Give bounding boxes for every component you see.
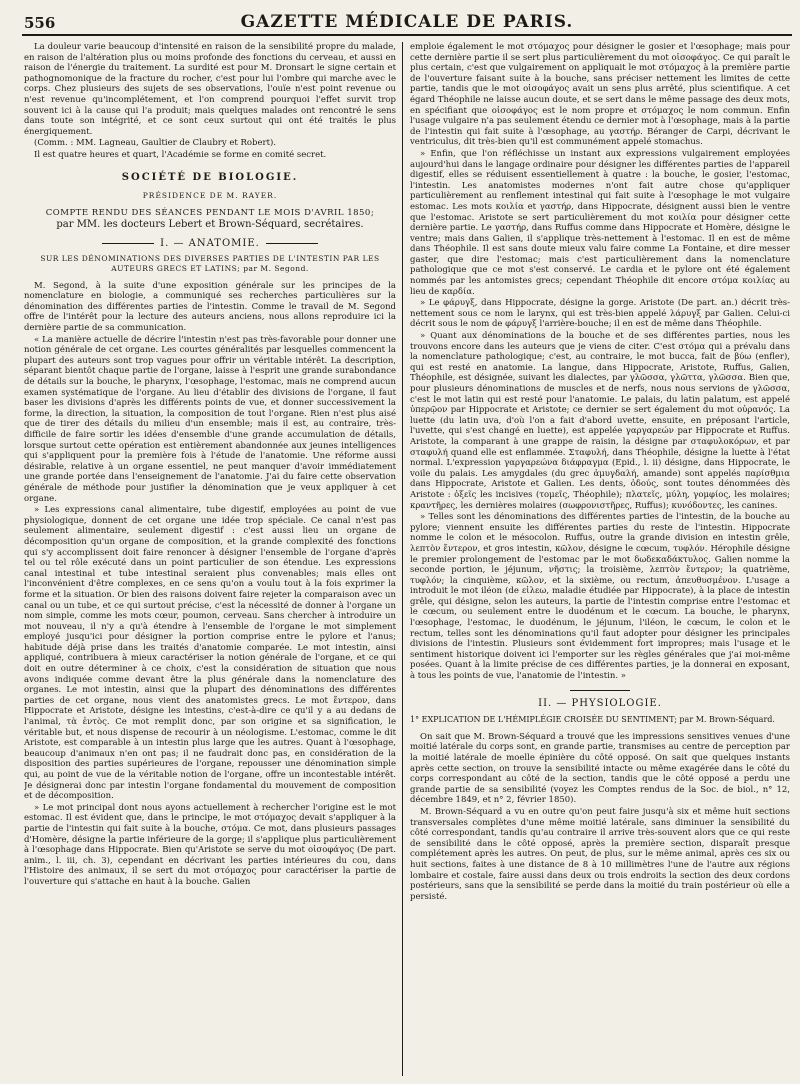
body-paragraph: « La manière actuelle de décrire l'intestin n'est pas très-favorable pour donner une notion générale de cet organe. Les courtes généralités par lesquelles commencent la plupart des auteurs sont trop vagues pour offrir un véritable intérêt. La description, séparant bientôt chaque partie de l'organe, laisse à l'esprit une grande surabondance de détails sur la bouche, le pharynx, l'œsophage, l'estomac, mais ne comprend aucun examen systématique de l'organe. Au lieu d'établir des divisions de l'organe, il faut baser les divisions d'après les différents points de vue, et donner successivement la forme, la direction, la situation, la composition de tout l'organe. Rien n'est plus aisé que de tirer des détails du milieu d'un ensemble; mais il est, au contraire, très-difficile de faire sortir les idées d'ensemble d'une grande accumulation de détails, lorsque surtout cette opération est entièrement abandonnée aux jeunes intelligences qui s'appliquent pour la première fois à l'étude de l'anatomie. Une réforme aussi désirable, relative à un organe essentiel, ne peut manquer d'avoir immédiatement une grande portée dans l'enseignement de l'anatomie. J'ai du faire cette observation générale de méthode pour justifier la dénomination que je veux appliquer à cet organe.	[24, 334, 396, 504]
body-paragraph: La douleur varie beaucoup d'intensité en raison de la sensibilité propre du malade, en raison de l'altération plus ou moins profonde des fonctions du cerveau, et aussi en raison de l'énergie du traitement. La surdité est pour M. Dronsart le signe certain et pathognomonique de la fracture du rocher, c'est pour lui l'ombre qui marche avec le corps. Chez plusieurs des sujets de ses observations, l'ouïe n'est point revenue ou n'est revenue qu'incomplétement, et l'on comprend pourquoi l'effet survit trop souvent ici à la cause qui l'a produit; mais quelques malades ont rencontré le sens dans toute son intégrité, et ce sont ceux surtout qui ont été traités le plus énergiquement.	[24, 42, 396, 137]
left-column	[24, 42, 396, 1078]
section-heading	[24, 239, 396, 250]
body-paragraph: » Les expressions canal alimentaire, tube digestif, employées au point de vue physiologique, donnent de cet organe une idée trop spéciale. Ce canal n'est pas seulement alimentaire, seulement digestif : c'est aussi lieu un organe de décomposition qu'un organe de composition, et la grande complexité des fonctions qui s'y accomplissent doit faire renoncer à désigner l'ensemble de l'organe d'après tel ou tel rôle exécuté dans un point particulier de son étendue. Les expressions canal intestinal et tube intestinal seraient plus convenables; mais elles ont l'inconvénient d'être complexes, en ce sens qu'on a voulu tout à la fois exprimer la forme et la situation. Or bien des raisons doivent faire rejeter la comparaison avec un canal ou un tube, et ce qui surtout précise, c'est la nécessité de donner à l'organe un nom simple, comme les mots cœur, poumon, cerveau. Sans chercher à introduire un mot nouveau, il n'y a qu'à étendre à l'ensemble de l'organe le mot simplement employé jusqu'ici pour désigner la portion comprise entre le pylore et l'anus; habitude déjà prise dans les traités d'anatomie comparée. Le mot intestin, ainsi appliqué, contribuera à mieux caractériser la notion générale de l'organe, et ce qui doit en outre déterminer à ce choix, c'est la considération de situation que nous avons indiquée comme devant être la plus générale dans la nomenclature des organes. Le mot intestin, ainsi que la plupart des dénominations des différentes parties de cet organe, nous vient des anatomistes grecs. Le mot ἔντερον, dans Hippocrate et Aristote, désigne les intestins, c'est-à-dire ce qu'il y a au dedans de l'animal, τὰ ἐντὸς. Ce mot remplit donc, par son origine et sa signification, le véritable but, et nous dispense de recourir à un néologisme. L'estomac, comme le dit Aristote, est comparable à un intestin plus large que les autres. Quant à l'œsophage, beaucoup d'animaux n'en ont pas; il ne faudrait donc pas, en considération de la disposition des parties supérieures de l'organe, repousser une dénomination simple qui, au point de vue de la véritable notion de l'organe, offre un incontestable intérêt. Je désignerai donc par intestin l'organe fondamental du mouvement de composition et de décomposition.	[24, 505, 396, 802]
body-paragraph: emploie également le mot στόμαχος pour désigner le gosier et l'œsophage; mais pour cette dernière partie il se sert plus particulièrement du mot οἰσοφάγος. Ce qui paraît le plus certain, c'est que vulgairement on appliquait le mot στόμαχος à la première partie de l'ouverture faisant suite à la bouche, sans préciser nettement les limites de cette partie, tandis que le mot οἰσοφάγος avait un sens plus arrêté, plus scientifique. A cet égard Théophile ne laisse aucun doute, et se sert dans le même passage des deux mots, en spécifiant que οἰσοφάγος est le nom propre et στόμαχος le nom commun. Enfin l'usage vulgaire n'a pas seulement étendu ce dernier mot à l'œsophage, mais à la partie de l'intestin qui fait suite à l'œsophage, au γαστήρ. Béranger de Carpi, décrivant le ventriculus, dit très-bien qu'il est communément appelé stomachus.	[410, 42, 790, 148]
page-number: 556	[24, 14, 56, 32]
body-paragraph: Il est quatre heures et quart, l'Académie se forme en comité secret.	[34, 149, 327, 160]
separator-rule	[570, 690, 630, 691]
body-paragraph: » Le φάρυγξ, dans Hippocrate, désigne la gorge. Aristote (De part. an.) décrit très-nettement sous ce nom le larynx, qui est très-bien appelé λάρυγξ par Galien. Celui-ci décrit sous le nom de φάρυγξ l'arrière-bouche; il en est de même dans Théophile.	[410, 298, 790, 330]
body-paragraph: » Enfin, que l'on réfléchisse un instant aux expressions vulgairement employées aujourd'hui dans le langage ordinaire pour désigner les différentes parties de l'appareil digestif, elles se réduisent essentiellement à quatre : la bouche, le gosier, l'estomac, l'intestin. Les anatomistes modernes n'ont fait autre chose qu'appliquer particulièrement au renflement intestinal qui fait suite à l'œsophage le mot vulgaire estomac. Les mots κοιλία et γαστήρ, dans Hippocrate, désignent aussi bien le ventre que l'estomac. Aristote se sert particulièrement du mot κοιλία pour désigner cette dernière partie. Le γαστήρ, dans Ruffus comme dans Hippocrate et Homère, désigne le ventre; mais dans Galien, il s'applique très-nettement à l'estomac. Il en est de même dans Théophile. Il est sans doute mieux valu faire comme La Fontaine, et dire messer gaster, que dire l'estomac; mais c'est particulièrement dans la nomenclature pathologique que ce mot s'est conservé. Le cardia et le pylore ont été également nommés par les antomistes grecs; cependant Théophile dit encore στόμα κοιλίας au lieu de καρδία.	[410, 148, 790, 297]
body-paragraph: M. Segond, à la suite d'une exposition générale sur les principes de la nomenclature en biologie, a communiqué ses recherches particulières sur la dénomination des différentes parties de l'intestin. Comme le travail de M. Segond offre de l'intérêt pour la lecture des auteurs anciens, nous allons reproduire ici la dernière partie de sa communication.	[24, 280, 396, 334]
body-paragraph: » Telles sont les dénominations des différentes parties de l'intestin, de la bouche au pylore; viennent ensuite les différentes parties du reste de l'intestin. Hippocrate nomme le colon et le mésocolon. Ruffus, outre la grande division en intestin grêle, λεπτὸν ἔντερον, et gros intestin, κῶλον, désigne le cœcum, τυφλόν. Hérophile désigne le premier prolongement de l'estomac par le mot δωδεκαδάκτυλος. Galien nomme la seconde portion, le jéjunum, νῆστις; la troisième, λεπτὸν ἔντερον; la quatrième, τυφλόν; la cinquième, κῶλον, et la sixième, ou rectum, ἀπευθυσμένον. L'usage a introduit le mot iléon (de εἰλεω, maladie étudiée par Hippocrate), à la place de intestin grêle, qui désigne, selon les auteurs, la partie de l'intestin comprise entre l'estomac et le cœcum, ou seulement entre le duodénum et le cœcum. La bouche, le pharynx, l'œsophage, l'estomac, le duodénum, le jéjunum, l'iléon, le cœcum, le colon et le rectum, telles sont les dénominations qu'il faut adopter pour désigner les principales divisions de l'intestin. Plusieurs sont évidemment fort impropres; mais l'usage et le sentiment historique doivent ici l'emporter sur les règles générales que j'ai moi-même posées. Quant à la limite précise de ces différentes parties, je la donnerai en exposant, à tous les points de vue, l'anatomie de l'intestin. »	[410, 512, 790, 682]
right-column	[410, 42, 790, 1078]
section-title: I. — ANATOMIE.	[160, 237, 260, 249]
column-divider	[402, 42, 403, 1076]
report-heading: COMPTE RENDU DES SÉANCES PENDANT LE MOIS D'AVRIL 1850;	[45, 207, 375, 218]
body-paragraph: M. Brown-Séquard a vu en outre qu'on peut faire jusqu'à six et même huit sections transversales complètes d'une même moitié latérale, sans diminuer la sensibilité du côté correspondant, tandis qu'au contraire il arrive très-souvent alors que ce qui reste de sensibilité dans le côté opposé, après la première section, disparaît presque complétement après les autres. On peut, de plus, sur le même animal, après ces six ou huit sections, faites à une distance de 8 à 10 millimètres l'une de l'autre aux régions lombaire et costale, faire aussi dans deux ou trois endroits la section des deux cordons postérieurs, sans que la sensibilité se perde dans la moitié du train postérieur où elle a persisté.	[410, 806, 790, 902]
society-heading: SOCIÉTÉ DE BIOLOGIE.	[121, 171, 299, 183]
body-paragraph: » Quant aux dénominations de la bouche et de ses différentes parties, nous les trouvons encore dans les auteurs que je viens de citer. C'est στόμα qui a prévalu dans la nomenclature pathologique; c'est, au contraire, le mot bucca, fait de βύω (enfler), qui est resté en anatomie. La langue, dans Hippocrate, Aristote, Ruffus, Galien, Théophile, est désignée, suivant les dialectes, par γλῶσσα, γλῶττα, γλῶσσα. Bien que, pour plusieurs dénominations de muscles et de nerfs, nous nous servions de γλῶσσα, c'est le mot latin qui est resté pour l'anatomie. Le palais, du latin palatum, est appelé ὑπερῷον par Hippocrate et Aristote; ce dernier se sert également du mot οὐρανός. La luette (du latin uva, d'où l'on a fait d'abord uvette, ensuite, en préposant l'article, l'uvette, qui s'est changé en luette), est appelée γαργαρεών par Hippocrate et Ruffus. Aristote, la comparant à une grappe de raisin, la désigne par σταφυλοκόρων, et par σταφυλή quand elle est enflammée. Σταφυλή, dans Théophile, désigne la luette à l'état normal. L'expression γαργαρεώνα διάφραγμα (Epid., l. ii) désigne, dans Hippocrate, le voile du palais. Les amygdales (du grec ἀμυγδαλή, amande) sont appelés παρίσθμια dans Hippocrate, Aristote et Galien. Les dents, ὀδούς, sont toutes dénommées dès Aristote : ὀξεῖς les incisives (τομεῖς, Théophile); πλατεῖς, μύλη, γομφίος, les molaires; κραντῆρες, les dernières molaires (σωφρονιστῆρες, Ruffus); κυνόδοντες, les canines.	[410, 331, 790, 511]
body-paragraph: On sait que M. Brown-Séquard a trouvé que les impressions sensitives venues d'une moitié latérale du corps sont, en grande partie, transmises au centre de perception par la moitié latérale de moelle épinière du côté opposé. On sait que quelques instants après cette section, on trouve la sensibilité intacte ou même exagérée dans le côté du corps correspondant au côté de la section, tandis que le côté opposé a perdu une grande partie de sa sensibilité (voyez les Comptes rendus de la Soc. de biol., n° 12, décembre 1849, et n° 2, février 1850).	[410, 731, 790, 806]
article-title: 1° EXPLICATION DE L'HÉMIPLÉGIE CROISÉE DU SENTIMENT; par M. Brown-Séquard.	[410, 715, 775, 725]
running-header	[22, 10, 792, 36]
body-paragraph: » Le mot principal dont nous ayons actuellement à rechercher l'origine est le mot estomac. Il est évident que, dans le principe, le mot στόμαχος devait s'appliquer à la partie de l'intestin qui fait suite à la bouche, στόμα. Ce mot, dans plusieurs passages d'Homère, désigne la partie inférieure de la gorge; il s'applique plus particulièrement à l'œsophage dans Hippocrate. Bien qu'Aristote se serve du mot οἰσοφάγος (De part. anim., l. iii, ch. 3), cependant en décrivant les parties intérieures du cou, dans l'Histoire des animaux, il se sert du mot στόμαχος pour caractériser la partie de l'ouverture qui s'attache en haut à la bouche. Galien	[24, 802, 396, 887]
section-title: II. — PHYSIOLOGIE.	[538, 697, 662, 709]
byline: par MM. les docteurs Lebert et Brown-Séquard, secrétaires.	[56, 219, 364, 231]
heading-rule	[266, 243, 318, 244]
heading-rule	[102, 243, 154, 244]
presidency-line: PRÉSIDENCE DE M. RAYER.	[142, 191, 278, 201]
journal-title: GAZETTE MÉDICALE DE PARIS.	[240, 12, 574, 32]
article-title: SUR LES DÉNOMINATIONS DES DIVERSES PARTIES DE L'INTESTIN PAR LES AUTEURS GRECS ET LATINS; par M. Segond.	[40, 253, 380, 274]
section-heading	[410, 699, 790, 710]
body-paragraph: (Comm. : MM. Lagneau, Gaultier de Claubry et Robert).	[34, 138, 277, 149]
